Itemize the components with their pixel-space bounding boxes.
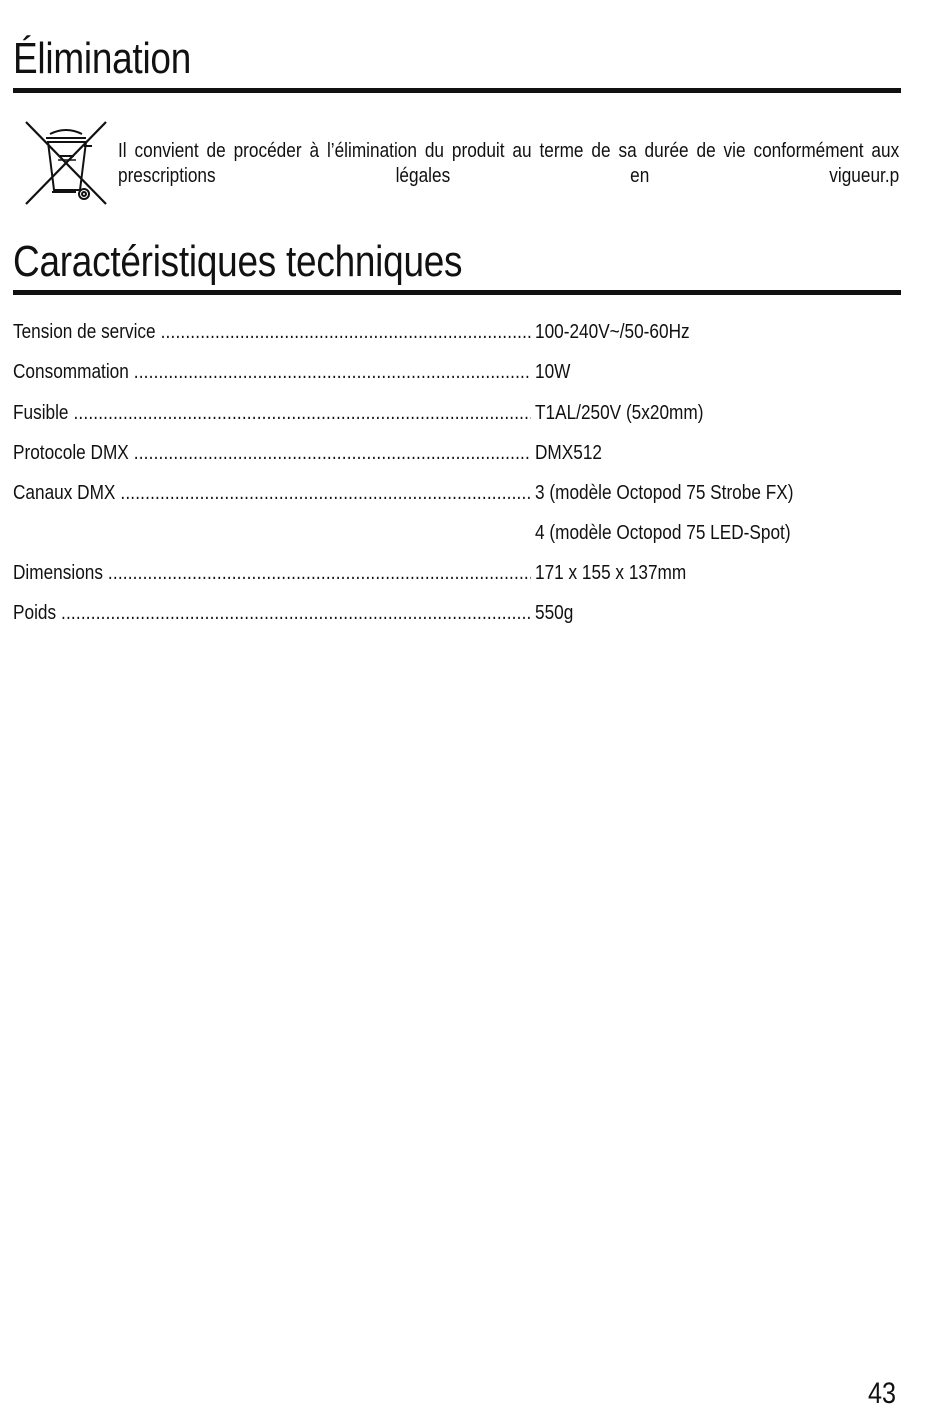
- spec-value: 10W: [535, 360, 571, 383]
- spec-value: 100-240V~/50-60Hz: [535, 320, 690, 343]
- spec-row-dmx-channels: [13, 480, 903, 506]
- spec-row-fuse: [13, 400, 903, 426]
- spec-row-weight: [13, 600, 903, 626]
- spec-row-voltage: [13, 319, 903, 345]
- disposal-notice: Il convient de procéder à l’élimination du produit au terme de sa durée de vie conformément aux prescriptions légales en vigueur.p: [118, 139, 900, 187]
- spec-row-dmx-protocol: [13, 440, 903, 466]
- spec-row-consumption: [13, 359, 903, 385]
- section-rule: [13, 88, 901, 93]
- spec-value: 3 (modèle Octopod 75 Strobe FX): [535, 481, 794, 504]
- section-rule: [13, 290, 901, 295]
- crossed-out-wheelie-bin-icon: [24, 120, 108, 206]
- spec-label: Dimensions .....: [13, 560, 531, 586]
- spec-label: Tension de service .....: [13, 319, 531, 345]
- spec-label: Canaux DMX .....: [13, 480, 531, 506]
- section-title-specs: Caractéristiques techniques: [13, 237, 463, 286]
- spec-value: DMX512: [535, 441, 603, 464]
- spec-label: Fusible .....: [13, 400, 531, 426]
- spec-row-dmx-channels-alt: [13, 520, 903, 546]
- spec-value: 4 (modèle Octopod 75 LED-Spot): [535, 521, 791, 544]
- page-number: 43: [868, 1377, 897, 1410]
- section-title-elimination: Élimination: [13, 34, 192, 83]
- spec-value: 171 x 155 x 137mm: [535, 561, 687, 584]
- spec-row-dimensions: [13, 560, 903, 586]
- spec-value: T1AL/250V (5x20mm): [535, 401, 704, 424]
- spec-label: Protocole DMX .....: [13, 440, 531, 466]
- spec-value: 550g: [535, 601, 574, 624]
- spec-label: Consommation .....: [13, 359, 531, 385]
- spec-label: Poids .....: [13, 600, 531, 626]
